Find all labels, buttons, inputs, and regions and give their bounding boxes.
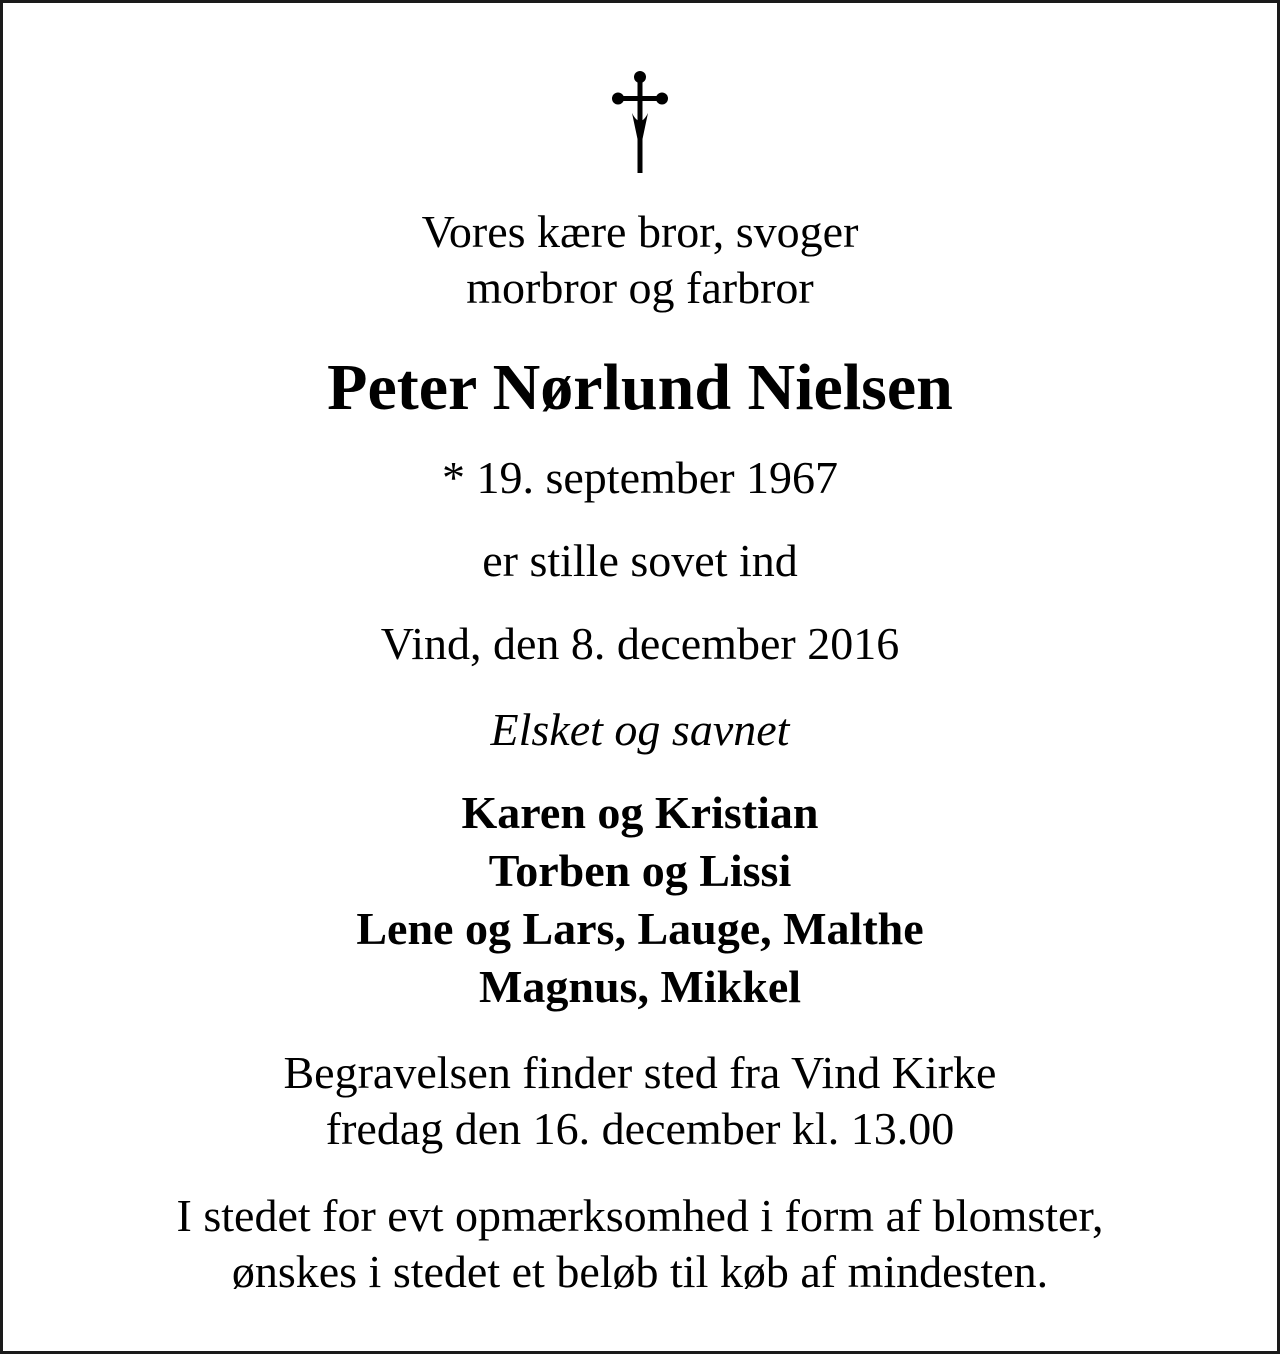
birth-date: * 19. september 1967	[441, 452, 839, 503]
family-line-1: Karen og Kristian	[461, 787, 819, 838]
family-line-2: Torben og Lissi	[488, 845, 792, 896]
cross-icon	[610, 69, 670, 175]
funeral-line-1: Begravelsen finder sted fra Vind Kirke	[283, 1047, 997, 1098]
place-and-date: Vind, den 8. december 2016	[380, 618, 900, 669]
request-line-1: I stedet for evt opmærksomhed i form af blomster,	[176, 1190, 1104, 1241]
deceased-name: Peter Nørlund Nielsen	[327, 351, 953, 424]
funeral-line-2: fredag den 16. december kl. 13.00	[325, 1103, 955, 1154]
family-line-4: Magnus, Mikkel	[478, 961, 802, 1012]
intro-line-1: Vores kære bror, svoger	[421, 206, 859, 257]
request-line-2: ønskes i stedet et beløb til køb af mindesten.	[231, 1246, 1049, 1297]
intro-line-2: morbror og farbror	[466, 262, 814, 313]
passed-text: er stille sovet ind	[482, 535, 798, 586]
tribute-text: Elsket og savnet	[490, 704, 790, 755]
family-line-3: Lene og Lars, Lauge, Malthe	[356, 903, 924, 954]
